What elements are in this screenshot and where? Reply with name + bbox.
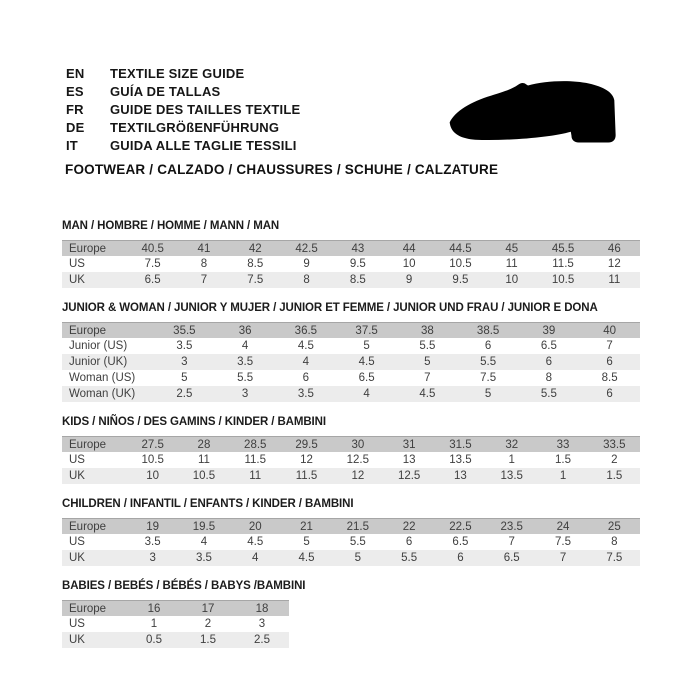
- size-cell: 33: [556, 438, 570, 451]
- size-cell: 17: [201, 602, 215, 615]
- size-cell: 11.5: [295, 470, 318, 482]
- size-cell: 22: [402, 520, 416, 533]
- size-cell: 6.5: [503, 552, 520, 564]
- size-cell: 36.5: [294, 324, 318, 337]
- language-row: [66, 136, 300, 154]
- size-cell: 6: [405, 536, 413, 548]
- size-cell: 41: [197, 242, 211, 255]
- language-label: GUIDA ALLE TAGLIE TESSILI: [110, 137, 297, 153]
- size-cell: 12.5: [346, 454, 370, 466]
- table-header-row: [62, 322, 640, 338]
- size-cell: 11: [505, 258, 518, 270]
- table-row: [62, 550, 640, 566]
- size-cell: 10: [402, 258, 416, 270]
- size-cell: 3.5: [297, 388, 314, 400]
- size-cell: 6: [484, 340, 492, 352]
- size-cell: 12: [607, 258, 621, 270]
- size-cell: 19: [146, 520, 160, 533]
- size-cell: 3: [241, 388, 249, 400]
- size-cell: 35.5: [173, 324, 196, 337]
- size-cell: 4: [200, 536, 208, 548]
- size-cell: 27.5: [141, 438, 164, 451]
- size-cell: 40: [603, 324, 617, 337]
- category-heading: FOOTWEAR / CALZADO / CHAUSSURES / SCHUHE / CALZATURE: [65, 162, 499, 177]
- table-row: [62, 616, 289, 632]
- size-cell: 4.5: [298, 552, 315, 564]
- size-cell: 6.5: [358, 372, 375, 384]
- dress-shoe-icon: [447, 79, 621, 147]
- size-cell: 3: [258, 618, 266, 630]
- size-cell: 6: [545, 356, 553, 368]
- size-cell: 42: [248, 242, 262, 255]
- size-cell: 1.5: [606, 470, 623, 482]
- table-header-row: [62, 436, 640, 452]
- language-label: TEXTILE SIZE GUIDE: [110, 65, 245, 81]
- size-cell: 32: [505, 438, 519, 451]
- row-label: UK: [69, 552, 85, 564]
- size-cell: 7.5: [480, 372, 497, 384]
- size-cell: 4: [252, 552, 259, 564]
- size-cell: 3.5: [237, 356, 254, 368]
- size-cell: 10: [146, 470, 160, 482]
- size-table: [62, 436, 640, 484]
- size-cell: 6: [606, 356, 613, 368]
- size-cell: 5.5: [480, 356, 497, 368]
- size-cell: 45: [505, 242, 519, 255]
- table-row: [62, 452, 640, 468]
- size-cell: 4.5: [419, 388, 436, 400]
- size-cell: 7.5: [247, 274, 264, 286]
- size-cell: 2.5: [176, 388, 193, 400]
- table-title: MAN / HOMBRE / HOMME / MANN / MAN: [62, 220, 280, 232]
- size-cell: 4.5: [297, 340, 314, 352]
- size-cell: 38: [420, 324, 434, 337]
- size-cell: 5.5: [540, 388, 557, 400]
- size-cell: 11: [249, 470, 262, 482]
- size-cell: 5: [424, 356, 431, 368]
- row-label: US: [69, 536, 85, 548]
- size-cell: 13.5: [500, 470, 523, 482]
- size-cell: 11.5: [244, 454, 266, 466]
- size-table-section: [62, 498, 640, 566]
- size-cell: 2.5: [254, 634, 270, 646]
- table-title: BABIES / BEBÉS / BÉBÉS / BABYS /BAMBINI: [62, 580, 306, 592]
- size-cell: 4.5: [358, 356, 375, 368]
- size-cell: 2: [611, 454, 618, 466]
- table-row: [62, 256, 640, 272]
- row-label: UK: [69, 470, 85, 482]
- size-cell: 3.5: [176, 340, 193, 352]
- size-cell: 11.5: [552, 258, 574, 270]
- size-cell: 23.5: [500, 520, 523, 533]
- size-cell: 5.5: [401, 552, 418, 564]
- size-cell: 1: [150, 618, 158, 630]
- table-header-row: [62, 240, 640, 256]
- size-table: [62, 518, 640, 566]
- size-cell: 22.5: [449, 520, 472, 533]
- size-table-section: [62, 580, 640, 648]
- size-cell: 6: [302, 372, 310, 384]
- size-cell: 10.5: [141, 454, 164, 466]
- size-cell: 7.5: [144, 258, 161, 270]
- language-label: TEXTILGRÖßENFÜHRUNG: [110, 119, 280, 135]
- size-cell: 13: [402, 454, 416, 466]
- row-label: Europe: [69, 242, 107, 255]
- size-cell: 8: [200, 258, 208, 270]
- size-cell: 10.5: [449, 258, 472, 270]
- row-label: Woman (US): [69, 372, 136, 384]
- size-cell: 9: [405, 274, 413, 286]
- size-cell: 9: [303, 258, 310, 270]
- language-row: [66, 100, 300, 118]
- size-cell: 46: [607, 242, 621, 255]
- size-cell: 6.5: [144, 274, 161, 286]
- size-cell: 5: [363, 340, 370, 352]
- size-cell: 43: [351, 242, 365, 255]
- size-cell: 3: [149, 552, 156, 564]
- size-cell: 1.5: [200, 634, 216, 646]
- size-cell: 37.5: [355, 324, 378, 337]
- table-row: [62, 468, 640, 484]
- size-cell: 3.5: [195, 552, 212, 564]
- table-row: [62, 338, 640, 354]
- size-table: [62, 322, 640, 402]
- size-cell: 1: [559, 470, 567, 482]
- size-cell: 5: [484, 388, 492, 400]
- size-cell: 28: [197, 438, 211, 451]
- row-label: US: [69, 454, 85, 466]
- row-label: Europe: [69, 324, 107, 337]
- size-cell: 7: [606, 340, 613, 352]
- size-cell: 11: [197, 454, 210, 466]
- size-cell: 8: [545, 372, 553, 384]
- size-cell: 9.5: [349, 258, 366, 270]
- table-row: [62, 534, 640, 550]
- size-cell: 2: [204, 618, 212, 630]
- size-cell: 4: [302, 356, 310, 368]
- size-cell: 9.5: [452, 274, 469, 286]
- size-cell: 5: [354, 552, 362, 564]
- table-row: [62, 386, 640, 402]
- size-cell: 11: [608, 274, 621, 286]
- language-list: [66, 64, 300, 154]
- size-cell: 7: [559, 552, 567, 564]
- row-label: Europe: [69, 602, 107, 615]
- size-cell: 10.5: [192, 470, 216, 482]
- row-label: UK: [69, 274, 85, 286]
- language-code: DE: [66, 119, 85, 135]
- size-cell: 8.5: [349, 274, 366, 286]
- size-cell: 38.5: [476, 324, 500, 337]
- size-cell: 0.5: [146, 634, 162, 646]
- row-label: Woman (UK): [69, 388, 136, 400]
- size-cell: 19.5: [192, 520, 216, 533]
- size-table-section: [62, 220, 640, 288]
- row-label: Europe: [69, 438, 107, 451]
- size-cell: 24: [556, 520, 570, 533]
- size-cell: 5: [181, 372, 188, 384]
- table-row: [62, 370, 640, 386]
- size-cell: 4.5: [247, 536, 264, 548]
- size-cell: 39: [542, 324, 556, 337]
- size-cell: 5.5: [237, 372, 254, 384]
- size-cell: 10.5: [551, 274, 575, 286]
- table-header-row: [62, 600, 289, 616]
- size-tables: [62, 220, 640, 662]
- table-row: [62, 354, 640, 370]
- row-label: Europe: [69, 520, 107, 533]
- size-cell: 28.5: [244, 438, 267, 451]
- size-cell: 5: [303, 536, 310, 548]
- size-cell: 6: [457, 552, 464, 564]
- size-cell: 1: [508, 454, 515, 466]
- size-cell: 8.5: [247, 258, 264, 270]
- size-cell: 30: [351, 438, 365, 451]
- size-cell: 7.5: [606, 552, 623, 564]
- size-cell: 7: [508, 536, 515, 548]
- row-label: US: [69, 258, 85, 270]
- size-table-section: [62, 416, 640, 484]
- size-cell: 5.5: [419, 340, 436, 352]
- size-cell: 1.5: [555, 454, 572, 466]
- language-code: EN: [66, 65, 85, 81]
- size-cell: 4: [363, 388, 370, 400]
- size-cell: 3: [181, 356, 188, 368]
- row-label: UK: [69, 634, 85, 646]
- size-table: [62, 600, 289, 648]
- size-cell: 8.5: [601, 372, 618, 384]
- row-label: US: [69, 618, 85, 630]
- size-cell: 6.5: [540, 340, 557, 352]
- size-cell: 36: [238, 324, 252, 337]
- size-cell: 21: [300, 520, 313, 533]
- size-cell: 7: [200, 274, 208, 286]
- size-cell: 18: [255, 602, 269, 615]
- size-cell: 6: [606, 388, 613, 400]
- size-cell: 7.5: [555, 536, 572, 548]
- row-label: Junior (UK): [69, 356, 128, 368]
- size-cell: 44.5: [449, 242, 472, 255]
- size-cell: 42.5: [295, 242, 318, 255]
- language-row: [66, 82, 300, 100]
- size-cell: 8: [303, 274, 310, 286]
- table-row: [62, 272, 640, 288]
- size-cell: 44: [402, 242, 416, 255]
- size-cell: 29.5: [295, 438, 318, 451]
- language-row: [66, 64, 300, 82]
- table-row: [62, 632, 289, 648]
- size-cell: 31: [402, 438, 416, 451]
- size-cell: 40.5: [141, 242, 164, 255]
- language-label: GUIDE DES TAILLES TEXTILE: [110, 101, 301, 117]
- language-label: GUÍA DE TALLAS: [110, 83, 221, 99]
- table-title: JUNIOR & WOMAN / JUNIOR Y MUJER / JUNIOR ET FEMME / JUNIOR UND FRAU / JUNIOR E DONA: [62, 302, 598, 314]
- size-cell: 20: [248, 520, 262, 533]
- size-cell: 21.5: [346, 520, 370, 533]
- size-cell: 8: [611, 536, 618, 548]
- size-cell: 31.5: [449, 438, 472, 451]
- size-cell: 13: [454, 470, 467, 482]
- language-row: [66, 118, 300, 136]
- table-title: KIDS / NIÑOS / DES GAMINS / KINDER / BAMBINI: [62, 416, 326, 428]
- size-cell: 16: [147, 602, 161, 615]
- size-cell: 12: [351, 470, 365, 482]
- size-table-section: [62, 302, 640, 402]
- size-cell: 6.5: [452, 536, 469, 548]
- size-cell: 12.5: [397, 470, 421, 482]
- size-cell: 13.5: [449, 454, 472, 466]
- size-cell: 5.5: [349, 536, 366, 548]
- row-label: Junior (US): [69, 340, 128, 352]
- size-cell: 10: [505, 274, 519, 286]
- size-table: [62, 240, 640, 288]
- language-code: IT: [66, 137, 78, 153]
- language-code: ES: [66, 83, 84, 99]
- size-cell: 7: [424, 372, 431, 384]
- size-cell: 4: [241, 340, 249, 352]
- language-code: FR: [66, 101, 84, 117]
- size-cell: 12: [300, 454, 313, 466]
- size-cell: 25: [607, 520, 621, 533]
- table-title: CHILDREN / INFANTIL / ENFANTS / KINDER / BAMBINI: [62, 498, 354, 510]
- table-header-row: [62, 518, 640, 534]
- size-cell: 45.5: [551, 242, 575, 255]
- size-cell: 3.5: [144, 536, 161, 548]
- size-cell: 33.5: [603, 438, 626, 451]
